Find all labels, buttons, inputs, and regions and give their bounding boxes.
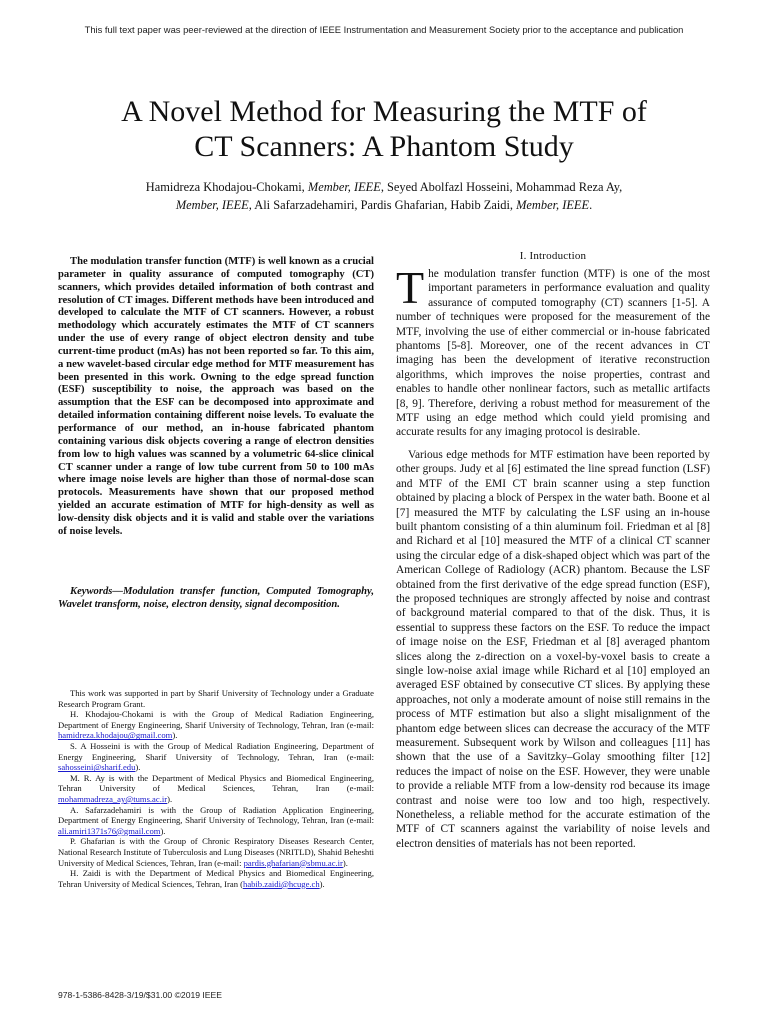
footnote-tail: ). [167,793,173,804]
paper-title [60,94,708,164]
footnote-tail: ). [135,762,141,773]
email-link[interactable]: mohammadreza_ay@tums.ac.ir [58,793,168,804]
footnotes [58,688,374,889]
author-text-3: Ali Safarzadehamiri, Pardis Ghafarian, Habib Zaidi, [251,198,517,212]
email-link[interactable]: ali.amiri1371s76@gmail.com [58,825,161,836]
keywords-text: —Modulation transfer function, Computed Tomography, Wavelet transform, noise, electron density, signal decomposition. [58,586,374,610]
intro-paragraph-2: Various edge methods for MTF estimation have been reported by other groups. Judy et al [6] estimated the line spread function (LSF) and MTF of the EMI CT brain scanner using a step function obtained by placing a block of Perspex in the water bath. Boone et al [7] measured the MTF by calculating the LSF using an in-house built phantom consisting of a thin aluminum foil. Friedman et al [8] and Richard et al [10] measured the MTF of a clinical CT scanner using the circular edge of a disk-shaped object which was part of the American College of Radiology (ACR) phantom. Because the LSF obtained from the first derivative of the edge spread function (ESF), the proposed techniques are strongly affected by noise and contrast of background material compared to that of the disk. Thus, it is essential to suppress these factors on the ESF. To reduce the impact of image noise on the ESF, Friedman et al [8] averaged phantom slices along the z-direction on a voxel-by-voxel basis to create a single low-noise axial image while Richard et al [10] employed an averaged ESF obtained by consecutive CT slices. By applying these approaches, not only a moderate amount of noise still remains in the process of MTF estimation but also a slight misalignment of the phantom edge between slices can decrease the accuracy of the MTF measurement. Subsequent work by Wilson and colleagues [11] has shown that the use of a Savitzky–Golay smoothing filter [12] reduces the impact of noise on the ESF. However, they were unable to provide a reliable MTF from a low-density rod because its image contrast and noise were too low and too high, respectively. Nonetheless, a reliable method for the accurate estimation of the MTF of CT scanners against the variability of noise levels and electron densities of materials has not been reported. [396,448,710,850]
author-list [70,178,698,214]
footnote-text: P. Ghafarian is with the Group of Chronic Respiratory Diseases Research Center, National Research Institute of Tuberculosis and Lung Diseases (NRITLD), Shahid Beheshti University of Medical Sciences, Tehran, Iran (e-mail: [58,836,374,868]
author-text-4: . [589,198,593,212]
footnote-tail: ). [342,857,348,868]
footnote [58,709,374,741]
copyright-footer: 978-1-5386-8428-3/19/$31.00 ©2019 IEEE [58,990,223,1000]
intro-paragraph-1 [396,262,710,440]
footnote-tail: ). [160,825,166,836]
author-text-2: , Seyed Abolfazl Hosseini, Mohammad Reza Ay, [380,180,623,194]
introduction-body [396,262,710,851]
abstract: The modulation transfer function (MTF) is well known as a crucial parameter in quality assurance of computed tomography (CT) scanners, which provides detailed information of both contrast and resolution of CT images. Different methods have been introduced and developed to calculate the MTF of CT scanners. However, a robust methodology which accurately estimates the MTF of CT scanners under the use of every range of object electron density and tube current-time product (mAs) has not been reported so far. To this aim, a new wavelet-based circular edge method for MTF measurement has been presented in this work. Owning to the edge spread function (ESF) susceptibility to noise, the approach was based on the assumption that the ESF can be decomposed into approximate and detailed information containing different noise levels. To evaluate the performance of our method, an in-house fabricated phantom containing various disk objects covering a range of electron densities from low to high values was scanned by a volumetric 64-slice clinical CT scanner under a range of low tube current from 50 to 100 mAs where image noise levels are higher than those of normal-dose scan protocols. Measurements have shown that our proposed method yielded an accurate estimation of MTF for high-density as well as low-density disk objects and it is valid and stable over the variations of noise levels. [58,256,374,537]
footnote-text: H. Zaidi is with the Department of Medical Physics and Biomedical Engineering, Tehran University of Medical Sciences, Tehran, Iran ( [58,868,374,889]
footnote-text: This work was supported in part by Sharif University of Technology under a Graduate Research Program Grant. [58,688,374,709]
membership-1: Member, IEEE [307,180,381,194]
keywords [58,586,374,612]
footnote-tail: ). [319,878,325,889]
email-link[interactable]: pardis.ghafarian@sbmu.ac.ir [243,857,343,868]
membership-3: Member, IEEE [516,198,590,212]
footnote [58,868,374,889]
drop-cap: T [396,262,425,313]
footnote [58,688,374,709]
email-link[interactable]: sahosseini@sharif.edu [58,762,136,773]
title-line-1: A Novel Method for Measuring the MTF of [121,95,647,128]
section-heading: I. Introduction [519,250,587,262]
footnote-text: H. Khodajou-Chokami is with the Group of Medical Radiation Engineering, Department of Energy Engineering, Sharif University of Technology, Tehran, Iran (e-mail: [58,709,374,730]
email-link[interactable]: hamidreza.khodajou@gmail.com [58,730,173,741]
review-notice: This full text paper was peer-reviewed at the direction of IEEE Instrumentation and Measurement Society prior to the acceptance and publication [84,24,684,35]
footnote [58,805,374,837]
email-link[interactable]: habib.zaidi@hcuge.ch [243,878,320,889]
footnote [58,836,374,868]
author-text-1: Hamidreza Khodajou-Chokami, [145,180,308,194]
footnote-text: S. A Hosseini is with the Group of Medical Radiation Engineering, Department of Energy Engineering, Sharif University of Technology, Tehran, Iran (e-mail: [58,740,374,762]
footnote-tail: ). [172,730,178,741]
footnote [58,741,374,773]
footnote-text: A. Safarzadehamiri is with the Group of Radiation Application Engineering, Department of Energy Engineering, Sharif University of Technology, Tehran, Iran (e-mail: [58,804,374,826]
footnote-text: M. R. Ay is with the Department of Medical Physics and Biomedical Engineering, Tehran University of Medical Sciences, Tehran, Iran (e-mail: [58,772,374,794]
membership-2: Member, IEEE, [175,198,252,212]
footnote [58,773,374,805]
intro-paragraph-1-text: he modulation transfer function (MTF) is one of the most important parameters in performance evaluation and quality assurance of computed tomography (CT) scanners [1-5]. A number of techniques were proposed for the measurement of the MTF, involving the use of either commercial or in-house fabricated phantoms [5-8]. Moreover, one of the recent advances in CT imaging has been the development of iterative reconstruction algorithms, which improves the noise properties, contrast and enables to handle other nonlinear factors, such as metallic artifacts [8, 9]. Therefore, deriving a robust method for measurement of the MTF using an edge method which could yield promising and accurate results for any imaging protocol is desirable. [396,268,710,439]
keywords-label: Keywords [70,586,113,597]
title-line-2: CT Scanners: A Phantom Study [194,130,574,163]
